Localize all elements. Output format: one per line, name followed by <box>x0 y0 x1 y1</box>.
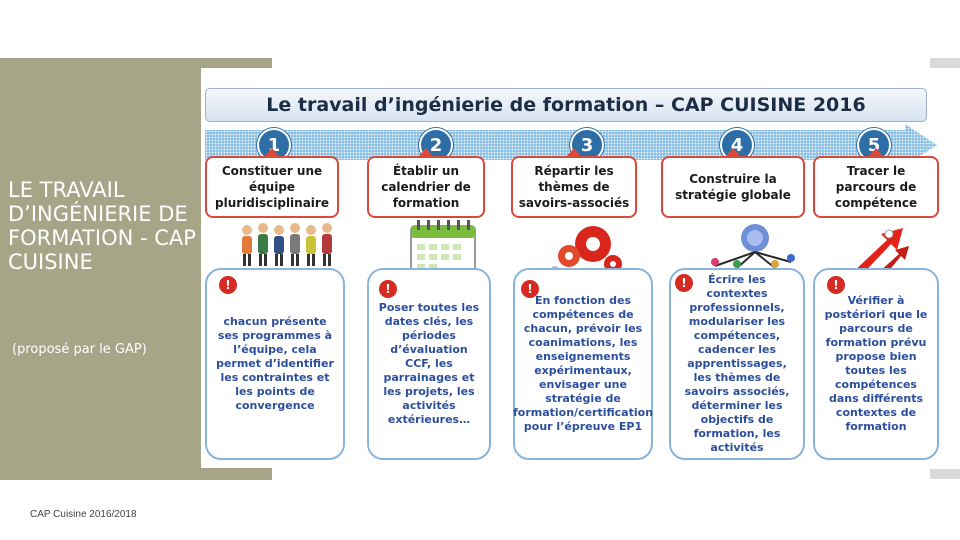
step-2-detail: Poser toutes les dates clés, les périodes d’évaluation CCF, les parrainages et les projets, les activités extérieures… <box>367 268 491 460</box>
step-3-detail: En fonction des compétences de chacun, prévoir les coanimations, les enseignements expérimentaux, envisager une stratégie de formation/certification pour l’épreuve EP1 <box>513 268 653 460</box>
step-4-detail: Écrire les contextes professionnels, modulariser les compétences, cadencer les apprentissages, les thèmes de savoirs associés, déterminer les objectifs de formation, les activités <box>669 268 805 460</box>
warning-icon: ! <box>827 276 845 294</box>
step-2-heading: Établir un calendrier de formation <box>367 156 485 218</box>
infographic <box>201 68 939 468</box>
step-1-number: 1 <box>257 128 291 162</box>
step-2-number: 2 <box>419 128 453 162</box>
step-5-number: 5 <box>857 128 891 162</box>
slide-subtitle: (proposé par le GAP) <box>12 342 147 357</box>
step-5-heading: Tracer le parcours de compétence <box>813 156 939 218</box>
slide-title: LE TRAVAIL D’INGÉNIERIE DE FORMATION - CAP CUISINE <box>8 178 196 274</box>
decor-strip-bottom <box>930 469 960 479</box>
team-people-icon <box>237 220 347 270</box>
decor-strip-top <box>930 58 960 68</box>
slide-footer: CAP Cuisine 2016/2018 <box>30 509 137 520</box>
infographic-title: Le travail d’ingénierie de formation – CAP CUISINE 2016 <box>205 88 927 122</box>
step-3-number: 3 <box>570 128 604 162</box>
warning-icon: ! <box>219 276 237 294</box>
step-3-heading: Répartir les thèmes de savoirs-associés <box>511 156 637 218</box>
step-4-number: 4 <box>720 128 754 162</box>
warning-icon: ! <box>379 280 397 298</box>
warning-icon: ! <box>521 280 539 298</box>
step-1-detail: chacun présente ses programmes à l’équipe, cela permet d’identifier les contraintes et les points de convergence <box>205 268 345 460</box>
step-4-heading: Construire la stratégie globale <box>661 156 805 218</box>
step-5-detail: Vérifier à postériori que le parcours de formation prévu propose bien toutes les compétences dans différents contextes de formation <box>813 268 939 460</box>
step-1-heading: Constituer une équipe pluridisciplinaire <box>205 156 339 218</box>
warning-icon: ! <box>675 274 693 292</box>
